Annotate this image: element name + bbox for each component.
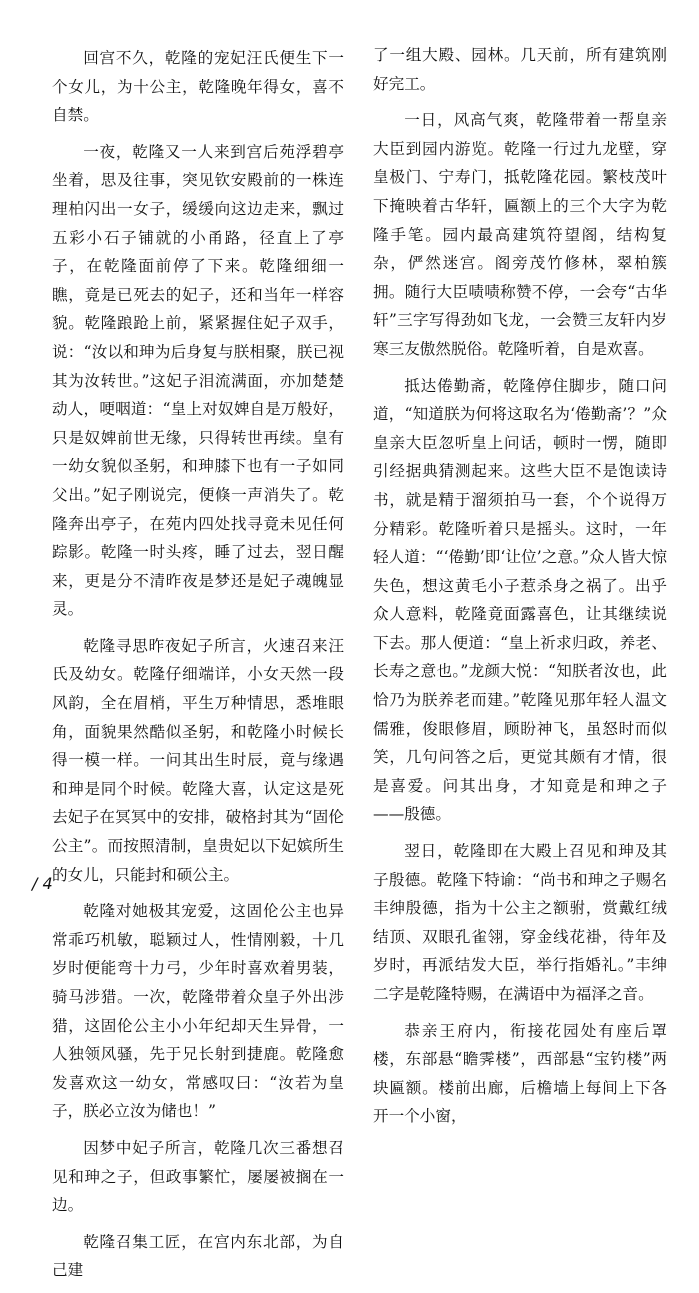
left-text-column bbox=[52, 44, 344, 1293]
page-number: / 4 bbox=[32, 874, 53, 893]
paragraph-continuation: 了一组大殿、园林。几天前，所有建筑刚好完工。 bbox=[373, 46, 667, 93]
paragraph: 乾隆寻思昨夜妃子所言，火速召来汪氏及幼女。乾隆仔细端详，小女天然一段风韵，全在眉梢，平生万种情思，悉堆眼角，面貌果然酷似圣躬，和乾隆小时候长得一模一样。一问其出生时辰，竟与缘遇和珅是同个时候。乾隆大喜，认定这是死去妃子在冥冥中的安排，破格封其为“固伦公主”。而按照清制，皇贵妃以下妃嫔所生的女儿，只能封和硕公主。 bbox=[52, 636, 344, 884]
paragraph: 一夜，乾隆又一人来到宫后苑浮碧亭坐着，思及往事，突见钦安殿前的一株连理柏闪出一女子，缓缓向这边走来，飘过五彩小石子铺就的小甬路，径直上了亭子，在乾隆面前停了下来。乾隆细细一瞧，竟是已死去的妃子，还和当年一样容貌。乾隆踉跄上前，紧紧握住妃子双手，说：“汝以和珅为后身复与朕相聚，朕已视其为汝转世。”这妃子泪流满面，亦加楚楚动人，哽咽道：“皇上对奴婢自是万般好，只是奴婢前世无缘，只得转世再续。皇有一幼女貌似圣躬，和珅膝下也有一子如同父出。”妃子刚说完，便倏一声消失了。乾隆奔出亭子，在苑内四处找寻竟未见任何踪影。乾隆一时头疼，睡了过去，翌日醒来，更是分不清昨夜是梦还是妃子魂魄显灵。 bbox=[52, 142, 344, 619]
paragraph: 回宫不久，乾隆的宠妃汪氏便生下一个女儿，为十公主，乾隆晚年得女，喜不自禁。 bbox=[52, 49, 344, 125]
paragraph: 抵达倦勤斋，乾隆停住脚步，随口问道，“知道朕为何将这取名为‘倦勤斋’？”众皇亲大臣忽听皇上问话，顿时一愣，随即引经据典猜测起来。这些大臣不是饱读诗书，就是精于溜须拍马一套，个个说得万分精彩。乾隆听着只是摇头。这时，一年轻人道：“‘倦勤’即‘让位’之意。”众人皆大惊失色，想这黄毛小子惹杀身之祸了。出乎众人意料，乾隆竟面露喜色，让其继续说下去。那人便道：“皇上祈求归政，养老、长寿之意也。”龙颜大悦：“知朕者汝也，此恰乃为朕养老而建。”乾隆见那年轻人温文儒雅，俊眼修眉，顾盼神飞，虽怒时而似笑，几句问答之后，更觉其颇有才情，很是喜爱。问其出身，才知竟是和珅之子——殷德。 bbox=[373, 376, 667, 824]
right-text-column bbox=[373, 41, 667, 1139]
paragraph: 因梦中妃子所言，乾隆几次三番想召见和珅之子，但政事繁忙，屡屡被搁在一边。 bbox=[52, 1138, 344, 1215]
paragraph: 一日，风高气爽，乾隆带着一帮皇亲大臣到园内游览。乾隆一行过九龙壁，穿皇极门、宁寿门，抵乾隆花园。繁枝茂叶下掩映着古华轩，匾额上的三个大字为乾隆手笔。园内最高建筑符望阁，结构复杂，俨然迷宫。阁旁茂竹修林，翠柏簇拥。随行大臣啧啧称赞不停，一会夸“古华轩”三字写得劲如飞龙，一会赞三友轩内岁寒三友傲然脱俗。乾隆听着，自是欢喜。 bbox=[373, 111, 667, 358]
paragraph: 乾隆对她极其宠爱，这固伦公主也异常乖巧机敏，聪颖过人，性情刚毅，十几岁时便能弯十力弓，少年时喜欢着男装，骑马涉猎。一次，乾隆带着众皇子外出涉猎，这固伦公主小小年纪却天生异骨，一人独领风骚，先于兄长射到捷鹿。乾隆愈发喜欢这一幼女，常感叹曰：“汝若为皇子，朕必立汝为储也！” bbox=[52, 902, 344, 1121]
paragraph: 乾隆召集工匠，在宫内东北部，为自己建 bbox=[52, 1232, 344, 1280]
paragraph: 恭亲王府内，衔接花园处有座后罩楼，东部悬“瞻霁楼”，西部悬“宝钓楼”两块匾额。楼前出廊，后檐墙上每间上下各开一个小窗， bbox=[373, 1021, 667, 1126]
paragraph: 翌日，乾隆即在大殿上召见和珅及其子殷德。乾隆下特谕：“尚书和珅之子赐名丰绅殷德，指为十公主之额驸，赏戴红绒结顶、双眼孔雀翎，穿金线花褂，待年及岁时，再派结发大臣，举行指婚礼。”丰绅二字是乾隆特赐，在满语中为福泽之音。 bbox=[373, 842, 667, 1003]
